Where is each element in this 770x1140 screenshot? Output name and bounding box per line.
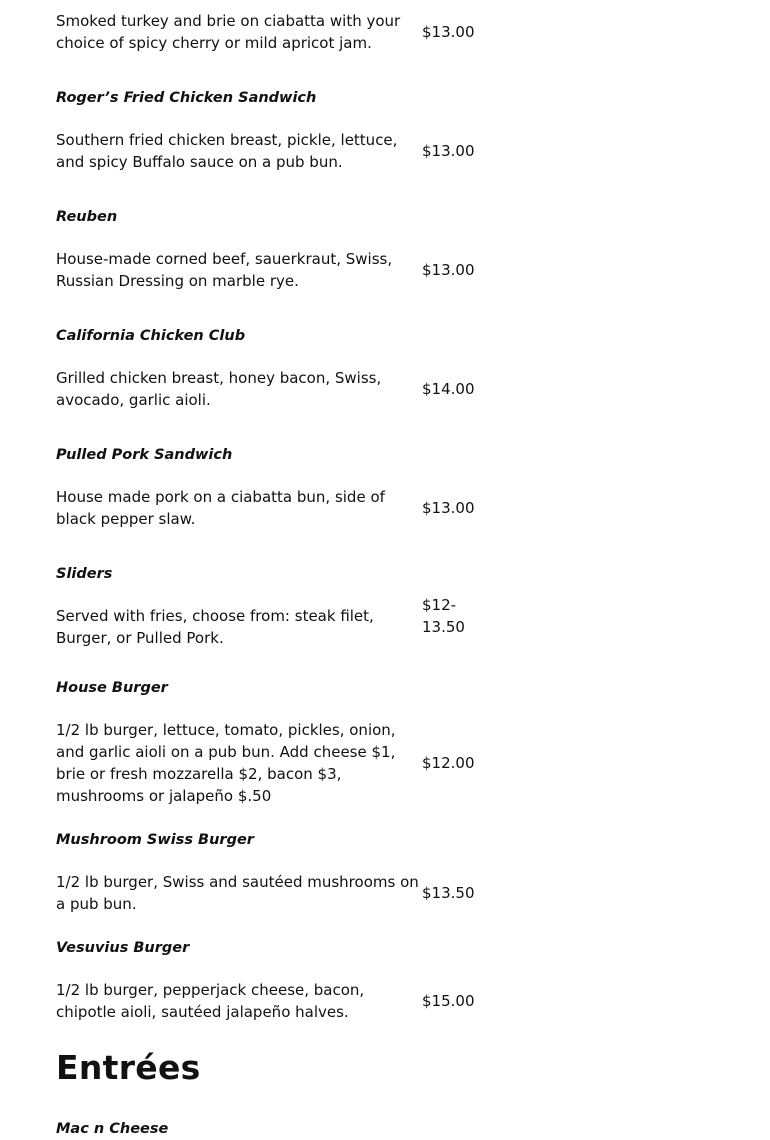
item-description: 1/2 lb burger, Swiss and sautéed mushrooms on a pub bun.	[56, 873, 419, 913]
item-price: $13.00	[422, 23, 475, 41]
menu-item-row	[56, 979, 484, 1023]
item-price: $12-13.50	[422, 596, 465, 636]
item-description: Served with fries, choose from: steak filet, Burger, or Pulled Pork.	[56, 607, 374, 647]
item-price: $13.50	[422, 884, 475, 902]
menu-item-row	[56, 871, 484, 915]
menu-item-row	[56, 594, 472, 649]
menu-item-row	[56, 10, 484, 54]
menu-item-row	[56, 719, 484, 807]
menu-item-row	[56, 129, 484, 173]
item-title: Mac n Cheese	[56, 1121, 169, 1137]
item-price: $13.00	[422, 499, 475, 517]
section-heading: Entrées	[56, 1048, 201, 1087]
item-title: Mushroom Swiss Burger	[56, 832, 254, 848]
item-description: House-made corned beef, sauerkraut, Swiss, Russian Dressing on marble rye.	[56, 250, 393, 290]
item-description: Smoked turkey and brie on ciabatta with your choice of spicy cherry or mild apricot jam.	[56, 12, 401, 52]
item-title: Vesuvius Burger	[56, 940, 190, 956]
item-price: $14.00	[422, 380, 475, 398]
item-title: Sliders	[56, 566, 113, 582]
menu-item-row	[56, 367, 484, 411]
item-description: House made pork on a ciabatta bun, side of black pepper slaw.	[56, 488, 385, 528]
item-title: House Burger	[56, 680, 168, 696]
item-price: $15.00	[422, 992, 475, 1010]
item-title: California Chicken Club	[56, 328, 246, 344]
item-description: Grilled chicken breast, honey bacon, Swiss, avocado, garlic aioli.	[56, 369, 382, 409]
item-title: Pulled Pork Sandwich	[56, 447, 233, 463]
menu-item-row	[56, 486, 484, 530]
item-title: Roger’s Fried Chicken Sandwich	[56, 90, 317, 106]
item-price: $13.00	[422, 261, 475, 279]
item-title: Reuben	[56, 209, 118, 225]
item-description: 1/2 lb burger, pepperjack cheese, bacon, chipotle aioli, sautéed jalapeño halves.	[56, 981, 365, 1021]
item-description: 1/2 lb burger, lettuce, tomato, pickles, onion, and garlic aioli on a pub bun. Add cheese $1, brie or fresh mozzarella $2, bacon $3, mushrooms or jalapeño $.50	[56, 721, 396, 805]
item-price: $13.00	[422, 142, 475, 160]
menu-item-row	[56, 248, 484, 292]
item-description: Southern fried chicken breast, pickle, lettuce, and spicy Buffalo sauce on a pub bun.	[56, 131, 398, 171]
item-price: $12.00	[422, 754, 475, 772]
